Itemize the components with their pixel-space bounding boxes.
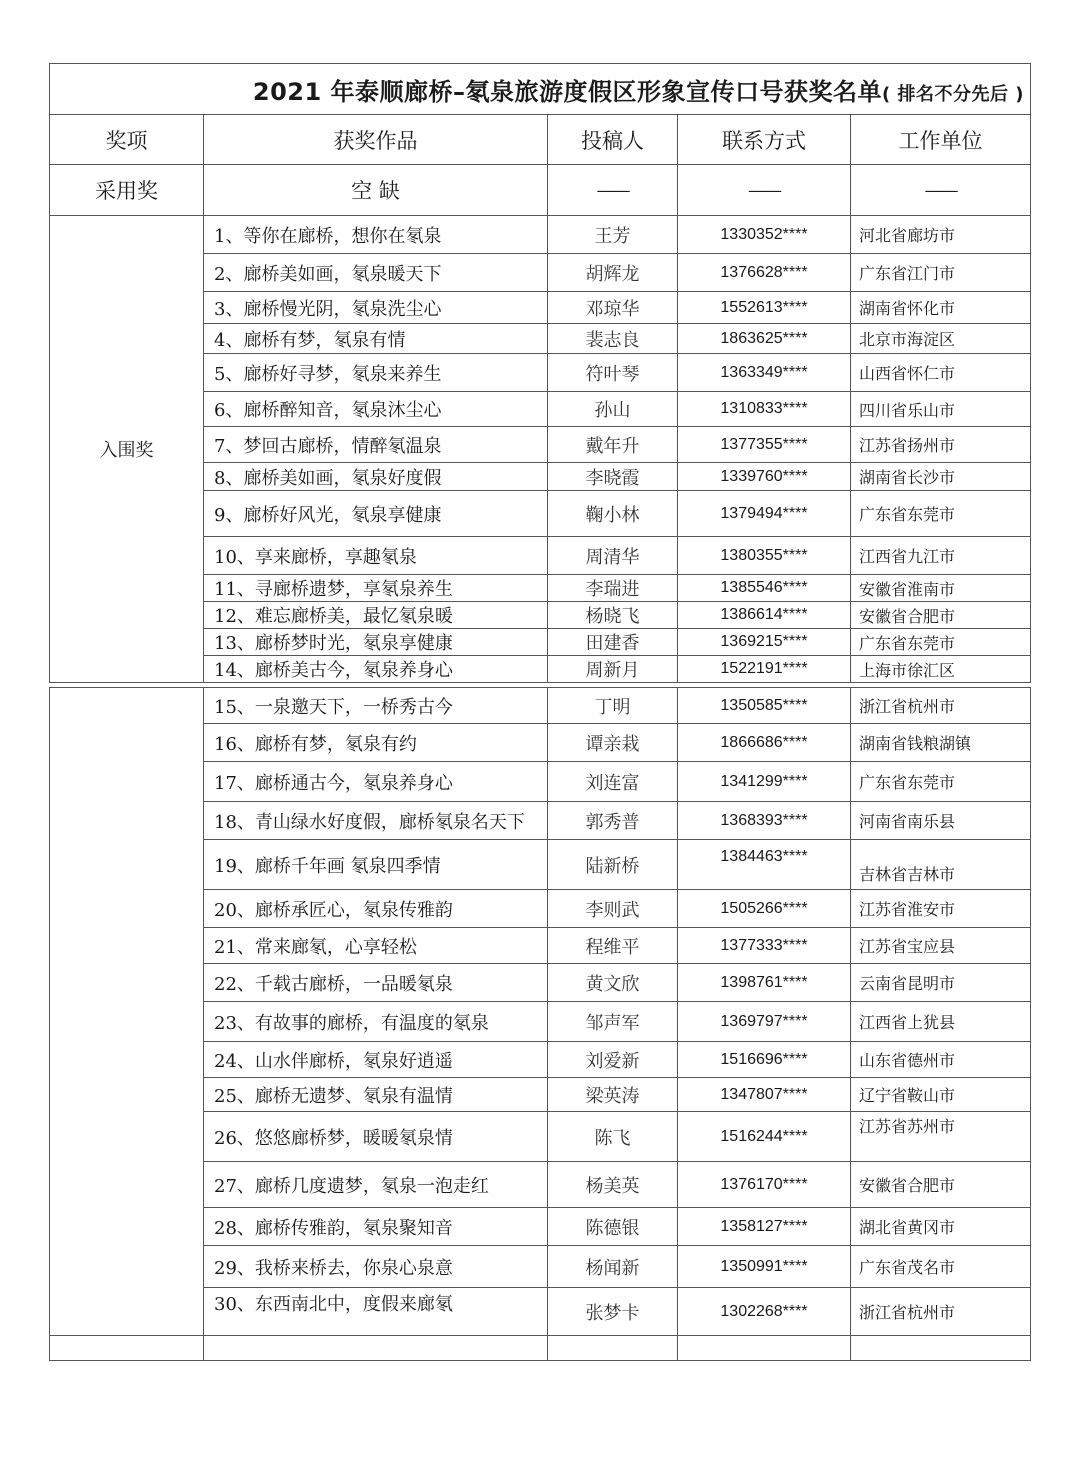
entry-contact: 1379494**** [678,491,851,537]
adopted-award-label: 采用奖 [50,165,204,216]
entry-contributor: 鞠小林 [548,491,678,537]
header-work: 获奖作品 [204,115,548,165]
entry-unit: 云南省昆明市 [851,964,1031,1002]
entry-unit: 广东省东莞市 [851,629,1031,656]
entry-work: 28、廊桥传雅韵，氡泉聚知音 [204,1208,548,1246]
entry-unit: 湖南省怀化市 [851,292,1031,324]
entry-contact: 1516696**** [678,1042,851,1078]
entry-unit: 江苏省苏州市 [851,1112,1031,1162]
entry-contact: 1398761**** [678,964,851,1002]
entry-work: 25、廊桥无遗梦、氡泉有温情 [204,1078,548,1112]
entry-contact: 1369215**** [678,629,851,656]
entry-work: 12、难忘廊桥美，最忆氡泉暖 [204,602,548,629]
entry-contributor: 杨闻新 [548,1246,678,1288]
blank-row [50,1336,1031,1361]
entry-work: 24、山水伴廊桥，氡泉好逍遥 [204,1042,548,1078]
blank-cell [204,1336,548,1361]
entry-contact: 1350585**** [678,688,851,724]
entry-work: 10、享来廊桥，享趣氡泉 [204,537,548,575]
entry-contributor: 杨美英 [548,1162,678,1208]
entry-work: 27、廊桥几度遗梦，氡泉一泡走红 [204,1162,548,1208]
entry-work: 18、青山绿水好度假，廊桥氡泉名天下 [204,802,548,840]
entry-contributor: 李晓霞 [548,463,678,491]
entry-unit: 河南省南乐县 [851,802,1031,840]
entry-contact: 1369797**** [678,1002,851,1042]
entry-work: 13、廊桥梦时光，氡泉享健康 [204,629,548,656]
entry-contact: 1310833**** [678,392,851,427]
entry-unit: 湖南省钱粮湖镇 [851,724,1031,762]
entry-contributor: 胡辉龙 [548,254,678,292]
entry-contributor: 孙山 [548,392,678,427]
entry-work: 11、寻廊桥遗梦，享氡泉养生 [204,575,548,602]
entry-contributor: 丁明 [548,688,678,724]
entry-unit: 广东省江门市 [851,254,1031,292]
entry-contributor: 程维平 [548,928,678,964]
entry-unit: 广东省东莞市 [851,491,1031,537]
entry-work: 20、廊桥承匠心，氡泉传雅韵 [204,890,548,928]
entry-contributor: 裴志良 [548,324,678,354]
entry-contact: 1516244**** [678,1112,851,1162]
entry-contact: 1350991**** [678,1246,851,1288]
entry-unit: 浙江省杭州市 [851,1288,1031,1336]
entry-contact: 1384463**** [678,840,851,890]
table-row [50,216,1031,254]
entry-contributor: 杨晓飞 [548,602,678,629]
header-contact: 联系方式 [678,115,851,165]
entry-contact: 1368393**** [678,802,851,840]
entry-work: 30、东西南北中，度假来廊氡 [204,1288,548,1336]
entry-contact: 1386614**** [678,602,851,629]
entry-contributor: 张梦卡 [548,1288,678,1336]
award-category-cell [50,688,204,1336]
entry-unit: 辽宁省鞍山市 [851,1078,1031,1112]
entry-unit: 河北省廊坊市 [851,216,1031,254]
entry-contact: 1522191**** [678,656,851,683]
entry-unit: 湖北省黄冈市 [851,1208,1031,1246]
entry-contact: 1363349**** [678,354,851,392]
entry-contributor: 戴年升 [548,427,678,463]
header-row [50,115,1031,165]
entry-contact: 1385546**** [678,575,851,602]
page-title [50,64,1031,115]
title-main: 2021 年泰顺廊桥–氡泉旅游度假区形象宣传口号获奖名单 [252,77,883,106]
entry-unit: 广东省东莞市 [851,762,1031,802]
entry-work: 3、廊桥慢光阴，氡泉洗尘心 [204,292,548,324]
entry-work: 15、一泉邀天下，一桥秀古今 [204,688,548,724]
entry-work: 5、廊桥好寻梦，氡泉来养生 [204,354,548,392]
entry-contributor: 邹声军 [548,1002,678,1042]
entry-contact: 1863625**** [678,324,851,354]
entry-unit: 安徽省淮南市 [851,575,1031,602]
entry-unit: 吉林省吉林市 [851,840,1031,890]
entry-unit: 江西省九江市 [851,537,1031,575]
entry-contact: 1377355**** [678,427,851,463]
entry-unit: 上海市徐汇区 [851,656,1031,683]
blank-cell [548,1336,678,1361]
blank-cell [851,1336,1031,1361]
entry-contact: 1347807**** [678,1078,851,1112]
entry-contact: 1330352**** [678,216,851,254]
entry-work: 29、我桥来桥去，你泉心泉意 [204,1246,548,1288]
entry-unit: 四川省乐山市 [851,392,1031,427]
entry-contributor: 刘爱新 [548,1042,678,1078]
entry-contact: 1341299**** [678,762,851,802]
entry-contributor: 周新月 [548,656,678,683]
entry-work: 21、常来廊氡，心享轻松 [204,928,548,964]
entry-work: 4、廊桥有梦，氡泉有情 [204,324,548,354]
entry-work: 1、等你在廊桥，想你在氡泉 [204,216,548,254]
adopted-unit: —— [851,165,1031,216]
entry-contact: 1358127**** [678,1208,851,1246]
entry-contributor: 陆新桥 [548,840,678,890]
entry-contributor: 陈德银 [548,1208,678,1246]
entry-work: 23、有故事的廊桥，有温度的氡泉 [204,1002,548,1042]
entry-contributor: 田建香 [548,629,678,656]
entry-contributor: 符叶琴 [548,354,678,392]
entry-unit: 江苏省淮安市 [851,890,1031,928]
entry-unit: 浙江省杭州市 [851,688,1031,724]
entry-contact: 1552613**** [678,292,851,324]
entry-contributor: 郭秀普 [548,802,678,840]
entry-unit: 安徽省合肥市 [851,1162,1031,1208]
entry-contact: 1376628**** [678,254,851,292]
entry-contact: 1505266**** [678,890,851,928]
header-unit: 工作单位 [851,115,1031,165]
entry-contact: 1339760**** [678,463,851,491]
entry-unit: 江苏省扬州市 [851,427,1031,463]
entry-contributor: 王芳 [548,216,678,254]
adopted-award-row [50,165,1031,216]
adopted-work: 空 缺 [204,165,548,216]
shortlist-award-label: 入围奖 [50,216,204,683]
entry-work: 17、廊桥通古今，氡泉养身心 [204,762,548,802]
entry-contributor: 周清华 [548,537,678,575]
entry-contact: 1377333**** [678,928,851,964]
blank-cell [50,1336,204,1361]
entry-work: 2、廊桥美如画，氡泉暖天下 [204,254,548,292]
entry-contact: 1302268**** [678,1288,851,1336]
entry-contributor: 李则武 [548,890,678,928]
header-contributor: 投稿人 [548,115,678,165]
entry-contributor: 黄文欣 [548,964,678,1002]
award-table [49,63,1031,1361]
entry-unit: 江苏省宝应县 [851,928,1031,964]
entry-contributor: 谭亲栽 [548,724,678,762]
entry-contributor: 邓琼华 [548,292,678,324]
entry-work: 19、廊桥千年画 氡泉四季情 [204,840,548,890]
entry-work: 6、廊桥醉知音，氡泉沐尘心 [204,392,548,427]
adopted-contact: —— [678,165,851,216]
entry-work: 7、梦回古廊桥，情醉氡温泉 [204,427,548,463]
entry-contact: 1376170**** [678,1162,851,1208]
entry-work: 16、廊桥有梦，氡泉有约 [204,724,548,762]
adopted-contributor: —— [548,165,678,216]
entry-work: 26、悠悠廊桥梦，暖暖氡泉情 [204,1112,548,1162]
entry-unit: 山东省德州市 [851,1042,1031,1078]
entry-contributor: 陈飞 [548,1112,678,1162]
entry-work: 14、廊桥美古今，氡泉养身心 [204,656,548,683]
entry-unit: 安徽省合肥市 [851,602,1031,629]
entry-work: 22、千载古廊桥，一品暖氡泉 [204,964,548,1002]
entry-work: 9、廊桥好风光，氡泉享健康 [204,491,548,537]
entry-unit: 江西省上犹县 [851,1002,1031,1042]
table-row [50,688,1031,724]
entry-contributor: 刘连富 [548,762,678,802]
entry-contact: 1380355**** [678,537,851,575]
entry-work: 8、廊桥美如画，氡泉好度假 [204,463,548,491]
entry-contact: 1866686**** [678,724,851,762]
entry-unit: 山西省怀仁市 [851,354,1031,392]
entry-contributor: 李瑞进 [548,575,678,602]
title-note: ( 排名不分先后 ) [882,83,1025,105]
entry-unit: 湖南省长沙市 [851,463,1031,491]
blank-cell [678,1336,851,1361]
entry-contributor: 梁英涛 [548,1078,678,1112]
header-award: 奖项 [50,115,204,165]
entry-unit: 广东省茂名市 [851,1246,1031,1288]
entry-unit: 北京市海淀区 [851,324,1031,354]
